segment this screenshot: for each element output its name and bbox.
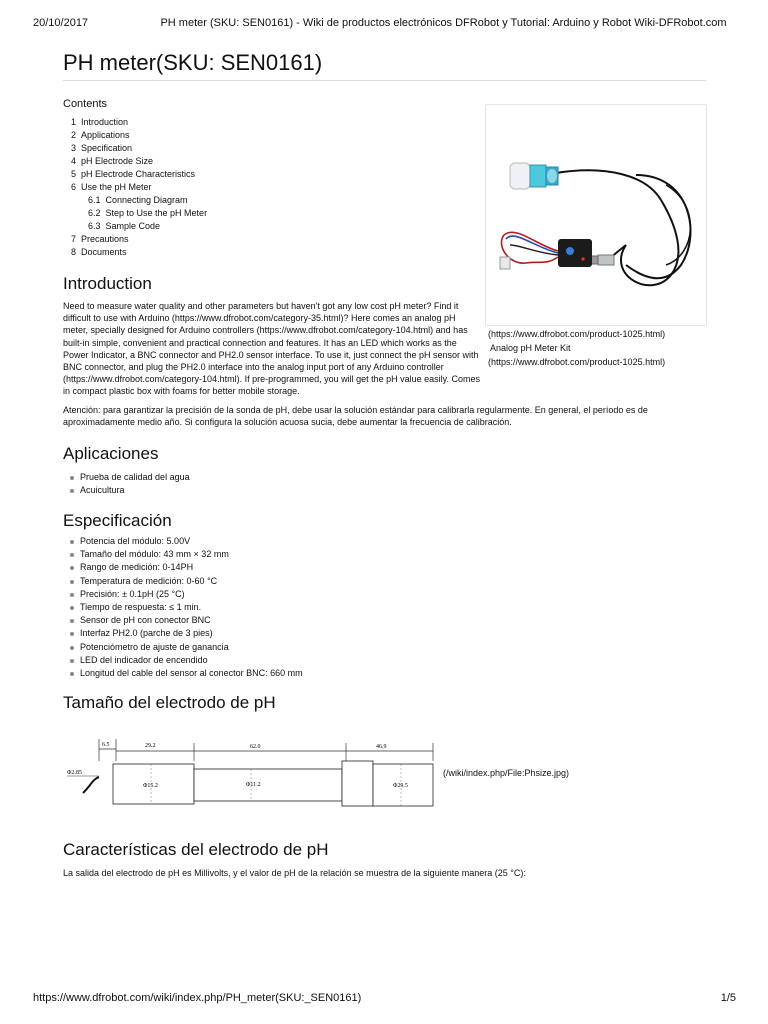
page-title: PH meter(SKU: SEN0161) [63, 50, 323, 75]
toc-item-electrode-characteristics[interactable]: 5 pH Electrode Characteristics [71, 169, 196, 179]
list-item: Potenciómetro de ajuste de ganancia [68, 641, 303, 654]
phi-1: Φ15.2 [143, 783, 158, 789]
footer-url: https://www.dfrobot.com/wiki/index.php/PH_meter(SKU:_SEN0161) [33, 992, 362, 1004]
phi-2: Φ11.2 [246, 782, 261, 788]
calibration-note: Atención: para garantizar la precisión de la sonda de pH, debe usar la solución estándar para calibrarla regularmente. En general, el período es de aproximadamente medio año. Si configura la solución acuosa sucia, debe aumentar la frecuencia de calibración. [63, 405, 648, 428]
toc-title: Contents [63, 98, 108, 110]
toc-item-use-ph-meter[interactable]: 6 Use the pH Meter [71, 182, 152, 192]
electrode-dimension-drawing [63, 735, 438, 820]
list-item: Temperatura de medición: 0-60 °C [68, 575, 303, 588]
heading-introduction: Introduction [63, 274, 152, 293]
list-item: Interfaz PH2.0 (parche de 3 pies) [68, 627, 303, 640]
list-item: Rango de medición: 0-14PH [68, 561, 303, 574]
ph-probe-kit-illustration [486, 105, 706, 325]
dim-3: 62.0 [250, 744, 261, 750]
toc-item-introduction[interactable]: 1 Introduction [71, 117, 129, 127]
toc-item-applications[interactable]: 2 Applications [71, 130, 130, 140]
dim-1: 6.5 [102, 742, 110, 748]
list-item: Precisión: ± 0.1pH (25 °C) [68, 588, 303, 601]
page-number: 1/5 [720, 992, 736, 1004]
list-item: Acuicultura [68, 484, 190, 497]
toc-item-sample-code[interactable]: 6.3 Sample Code [88, 221, 161, 231]
toc-item-precautions[interactable]: 7 Precautions [71, 234, 129, 244]
print-title: PH meter (SKU: SEN0161) - Wiki de productos electrónicos DFRobot y Tutorial: Arduino y Robot Wiki-DFRobot.com [160, 17, 727, 29]
dim-4: 46.9 [376, 744, 387, 750]
introduction-text: Need to measure water quality and other parameters but haven't got any low cost pH meter? Find it difficult to use with Arduino (https://www.dfrobot.com/category-35.html)? Here comes an analog pH meter, specially designed for Arduino controllers (https://www.dfrobot.com/category-104.html) and has built-in simple, convenient and practical connection and features. It has an LED which works as the Power Indicator, a BNC connector and PH2.0 sensor interface. To use it, just connect the pH sensor with BNC connector, and plug the PH2.0 interface into the analog input port of any Arduino controller (https://www.dfrobot.com/category-104.html). If pre-programmed, you will get the pH value easily. Comes in compact plastic box with foams for better mobile storage. [63, 301, 481, 397]
specification-list [68, 535, 303, 680]
heading-caracteristicas: Características del electrodo de pH [63, 840, 329, 859]
dim-2: 29.2 [145, 743, 156, 749]
table-of-contents [63, 98, 303, 259]
list-item: Prueba de calidad del agua [68, 471, 190, 484]
electrode-size-diagram[interactable] [63, 735, 438, 820]
product-link[interactable]: (https://www.dfrobot.com/product-1025.html) [488, 329, 666, 339]
list-item: Sensor de pH con conector BNC [68, 614, 303, 627]
print-header [33, 17, 736, 29]
list-item: Potencia del módulo: 5.00V [68, 535, 303, 548]
list-item: Longitud del cable del sensor al conector BNC: 660 mm [68, 667, 303, 680]
phi-cable: Φ2.85 [67, 770, 82, 776]
heading-tamano: Tamaño del electrodo de pH [63, 693, 276, 712]
list-item: Tamaño del módulo: 43 mm × 32 mm [68, 548, 303, 561]
product-image[interactable] [485, 104, 707, 326]
product-caption [488, 327, 708, 369]
toc-item-documents[interactable]: 8 Documents [71, 247, 127, 257]
toc-item-connecting-diagram[interactable]: 6.1 Connecting Diagram [88, 195, 188, 205]
list-item: LED del indicador de encendido [68, 654, 303, 667]
print-footer [33, 992, 736, 1004]
diagram-file-link[interactable]: (/wiki/index.php/File:Phsize.jpg) [443, 768, 570, 778]
print-date: 20/10/2017 [33, 17, 89, 29]
product-title[interactable]: Analog pH Meter Kit [490, 343, 571, 353]
toc-item-steps[interactable]: 6.2 Step to Use the pH Meter [88, 208, 208, 218]
title-divider [63, 80, 706, 81]
phi-3: Φ29.5 [393, 783, 408, 789]
list-item: Tiempo de respuesta: ≤ 1 min. [68, 601, 303, 614]
characteristics-text: La salida del electrodo de pH es Millivolts, y el valor de pH de la relación se muestra de la siguiente manera (25 °C): [63, 868, 526, 878]
toc-item-specification[interactable]: 3 Specification [71, 143, 133, 153]
toc-item-electrode-size[interactable]: 4 pH Electrode Size [71, 156, 154, 166]
heading-especificacion: Especificación [63, 511, 172, 530]
heading-aplicaciones: Aplicaciones [63, 444, 159, 463]
product-link-2[interactable]: (https://www.dfrobot.com/product-1025.html) [488, 357, 666, 367]
applications-list [68, 471, 190, 497]
